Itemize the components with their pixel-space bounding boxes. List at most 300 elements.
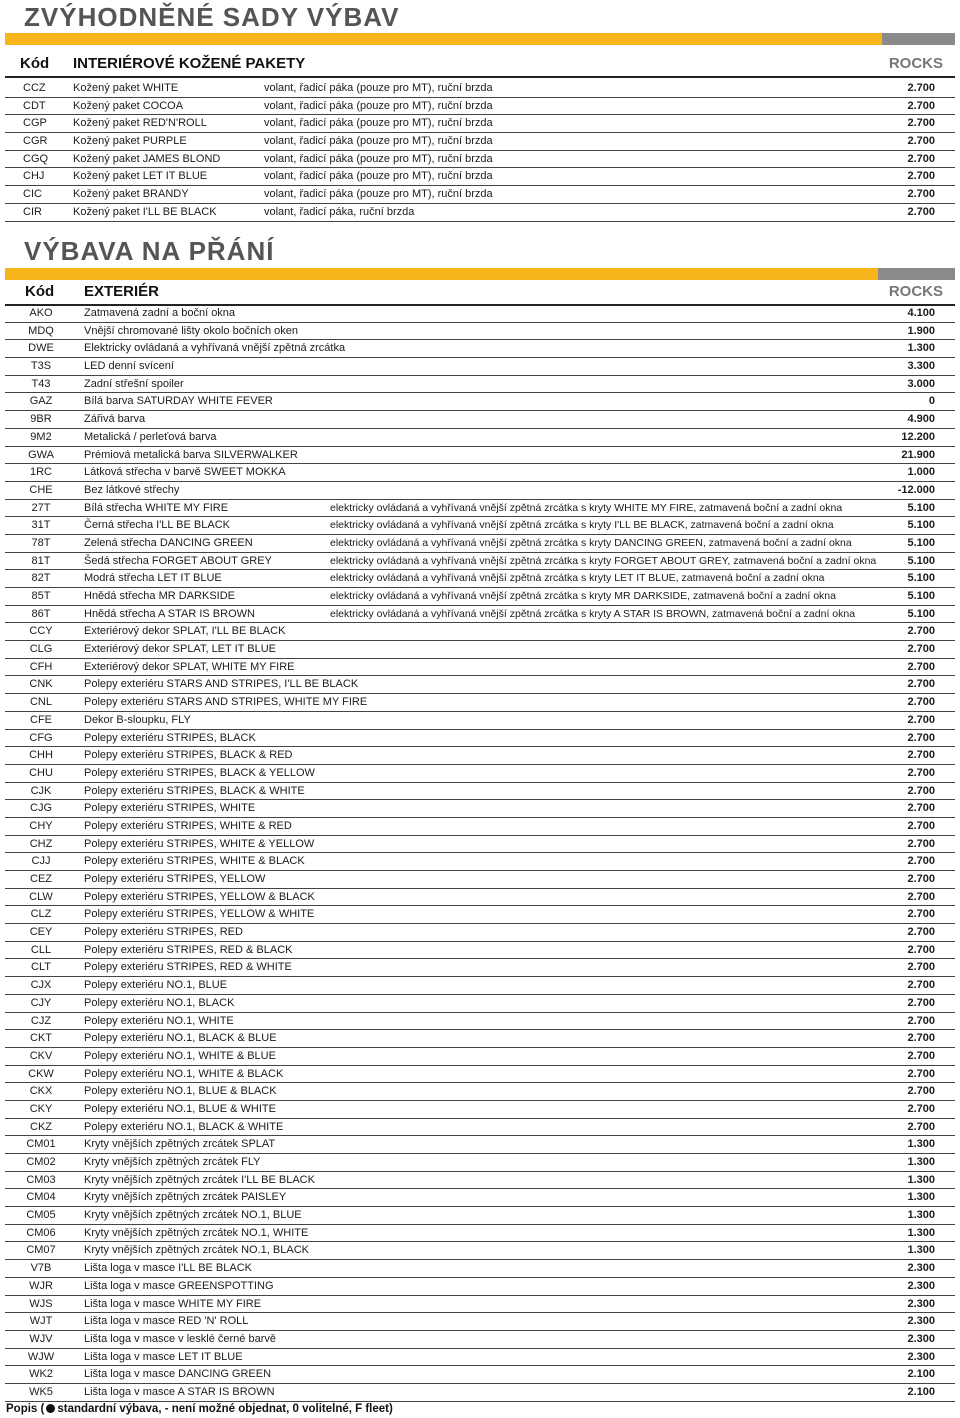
row-code: 78T: [31, 536, 51, 549]
row-desc: volant, řadicí páka (pouze pro MT), ruční brzda: [264, 117, 493, 130]
row-name: Lišta loga v masce DANCING GREEN: [84, 1368, 272, 1381]
row-name: Kožený paket COCOA: [73, 99, 184, 112]
col-name-header: INTERIÉROVÉ KOŽENÉ PAKETY: [73, 55, 306, 72]
table-row: [5, 1030, 955, 1048]
col-value-header: ROCKS: [888, 55, 943, 72]
table-row: [5, 1136, 955, 1154]
row-value: 2.700: [907, 1032, 935, 1045]
row-desc: elektricky ovládaná a vyhřívaná vnější zpětná zrcátka s kryty DANCING GREEN, zatmavená boční a zadní okna: [330, 536, 852, 549]
row-value: 2.700: [907, 660, 935, 673]
row-value: 2.100: [907, 1368, 935, 1381]
row-code: MDQ: [28, 324, 54, 337]
row-value: 2.700: [907, 678, 935, 691]
table-row: [5, 623, 955, 641]
row-code: 27T: [31, 501, 51, 514]
section2-title: VÝBAVA NA PŘÁNÍ: [24, 236, 275, 266]
row-name: Polepy exteriéru STRIPES, YELLOW: [84, 873, 266, 885]
row-value: 3.300: [907, 360, 935, 373]
row-value: 2.700: [907, 908, 935, 921]
table-row: [5, 1013, 955, 1031]
table-row: [5, 765, 955, 783]
table-row: [5, 1154, 955, 1172]
table-row: [5, 358, 955, 376]
row-name: Hnědá střecha MR DARKSIDE: [84, 590, 235, 602]
row-code: CEY: [29, 926, 53, 939]
table-row: [5, 411, 955, 429]
row-value: 1.300: [907, 1156, 935, 1168]
row-code: CLZ: [30, 908, 52, 921]
row-desc: elektricky ovládaná a vyhřívaná vnější zpětná zrcátka s kryty MR DARKSIDE, zatmavená boční a zadní okna: [330, 590, 836, 602]
row-code: CGP: [23, 117, 47, 130]
row-desc: volant, řadicí páka (pouze pro MT), ruční brzda: [264, 135, 493, 148]
table-row: [5, 853, 955, 871]
row-name: Bílá barva SATURDAY WHITE FEVER: [84, 395, 273, 408]
row-name: Kožený paket PURPLE: [73, 135, 187, 148]
row-name: Bílá střecha WHITE MY FIRE: [84, 501, 229, 514]
section1-table-body: [5, 80, 955, 222]
row-desc: elektricky ovládaná a vyhřívaná vnější zpětná zrcátka s kryty I'LL BE BLACK, zatmavená boční a zadní okna: [330, 519, 834, 532]
row-code: CKZ: [30, 1120, 52, 1133]
row-name: Polepy exteriéru NO.1, BLUE & WHITE: [84, 1102, 276, 1115]
row-name: Zelená střecha DANCING GREEN: [84, 536, 253, 549]
row-desc: elektricky ovládaná a vyhřívaná vnější zpětná zrcátka s kryty FORGET ABOUT GREY, zatmavená boční a zadní okna: [330, 554, 877, 567]
col-value-header: ROCKS: [888, 283, 943, 300]
row-name: Zadní střešní spoiler: [84, 377, 184, 390]
table-row: [5, 1207, 955, 1225]
table-row: [5, 588, 955, 606]
table-row: [5, 1349, 955, 1367]
row-code: WK2: [29, 1368, 53, 1381]
row-name: Polepy exteriéru STRIPES, WHITE & BLACK: [84, 855, 305, 868]
table-row: [5, 1101, 955, 1119]
table-row: [5, 959, 955, 977]
row-name: Polepy exteriéru STRIPES, YELLOW & WHITE: [84, 908, 315, 921]
table-row: [5, 659, 955, 677]
row-value: 21.900: [901, 448, 935, 461]
table-row: [5, 570, 955, 588]
row-code: CIR: [23, 205, 42, 218]
section2-table-body: [5, 305, 955, 1402]
row-code: CFG: [29, 731, 53, 744]
row-value: 2.700: [907, 1102, 935, 1115]
row-name: Černá střecha I'LL BE BLACK: [84, 519, 230, 532]
row-code: T3S: [30, 360, 52, 373]
col-code-header: Kód: [25, 283, 55, 300]
row-value: 2.700: [907, 152, 935, 165]
row-desc: volant, řadicí páka (pouze pro MT), ruční brzda: [264, 99, 493, 112]
row-code: WJV: [29, 1332, 53, 1345]
row-desc: elektricky ovládaná a vyhřívaná vnější zpětná zrcátka s kryty A STAR IS BROWN, zatmavená boční a zadní okna: [330, 607, 856, 620]
row-name: Kryty vnějších zpětných zrcátek NO.1, BLUE: [84, 1209, 302, 1222]
row-name: Látková střecha v barvě SWEET MOKKA: [84, 466, 286, 479]
row-value: 2.700: [907, 979, 935, 992]
table-row: [5, 186, 955, 204]
row-name: Polepy exteriéru STRIPES, RED & BLACK: [84, 943, 293, 956]
table-row: [5, 464, 955, 482]
row-name: Polepy exteriéru NO.1, WHITE & BLACK: [84, 1067, 284, 1080]
row-value: 2.700: [907, 1014, 935, 1027]
table-row: [5, 942, 955, 960]
row-value: 2.700: [907, 117, 935, 130]
row-name: Polepy exteriéru STARS AND STRIPES, I'LL BE BLACK: [84, 678, 359, 691]
table-row: [5, 323, 955, 341]
row-name: Polepy exteriéru NO.1, BLACK & BLUE: [84, 1032, 277, 1045]
row-code: CLW: [29, 890, 53, 903]
row-value: 2.300: [907, 1262, 935, 1275]
table-row: [5, 1119, 955, 1137]
table-row: [5, 393, 955, 411]
row-desc: volant, řadicí páka (pouze pro MT), ruční brzda: [264, 82, 493, 94]
row-value: 2.700: [907, 819, 935, 832]
table-row: [5, 376, 955, 394]
row-name: Polepy exteriéru STARS AND STRIPES, WHITE MY FIRE: [84, 696, 368, 709]
row-code: CJG: [30, 802, 52, 815]
row-name: Dekor B-sloupku, FLY: [84, 713, 191, 726]
row-value: 2.300: [907, 1297, 935, 1310]
row-value: 2.700: [907, 890, 935, 903]
row-name: Kryty vnějších zpětných zrcátek NO.1, WHITE: [84, 1226, 309, 1239]
row-desc: elektricky ovládaná a vyhřívaná vnější zpětná zrcátka s kryty LET IT BLUE, zatmavená boční a zadní okna: [330, 572, 825, 585]
row-name: Bez látkové střechy: [84, 483, 180, 496]
row-value: 2.700: [907, 205, 935, 218]
row-code: CHZ: [29, 837, 53, 850]
row-desc: volant, řadicí páka (pouze pro MT), ruční brzda: [264, 170, 493, 183]
row-value: 2.700: [907, 996, 935, 1009]
table-row: [5, 340, 955, 358]
row-code: DWE: [28, 342, 54, 355]
row-name: Polepy exteriéru STRIPES, BLACK: [84, 731, 256, 744]
row-code: CIC: [23, 188, 42, 201]
table-row: [5, 1225, 955, 1243]
table-row: [5, 553, 955, 571]
table-row: [5, 204, 955, 222]
row-code: CHU: [29, 766, 53, 779]
table-row: [5, 429, 955, 447]
row-value: 2.700: [907, 731, 935, 744]
row-code: CGR: [23, 135, 48, 148]
row-value: 12.200: [901, 430, 935, 443]
table-row: [5, 500, 955, 518]
row-value: 2.700: [907, 82, 935, 94]
row-name: Polepy exteriéru STRIPES, BLACK & RED: [84, 749, 293, 762]
row-value: 2.700: [907, 855, 935, 868]
table-row: [5, 730, 955, 748]
row-value: 5.100: [907, 572, 935, 585]
table-row: [5, 783, 955, 801]
row-desc: volant, řadicí páka (pouze pro MT), ruční brzda: [264, 152, 493, 165]
row-code: V7B: [30, 1262, 52, 1275]
row-name: Lišta loga v masce v lesklé černé barvě: [84, 1332, 276, 1345]
row-value: 1.300: [907, 1226, 935, 1239]
table-row: [5, 1278, 955, 1296]
row-value: 2.300: [907, 1332, 935, 1345]
row-name: Polepy exteriéru STRIPES, YELLOW & BLACK: [84, 890, 315, 903]
row-name: Kryty vnějších zpětných zrcátek PAISLEY: [84, 1191, 287, 1204]
row-name: Lišta loga v masce RED 'N' ROLL: [84, 1315, 249, 1328]
table-row: [5, 800, 955, 818]
row-name: Kryty vnějších zpětných zrcátek NO.1, BLACK: [84, 1244, 309, 1257]
row-value: 2.700: [907, 643, 935, 656]
row-code: 86T: [31, 607, 51, 620]
row-name: Polepy exteriéru NO.1, BLACK: [84, 996, 235, 1009]
row-code: WJT: [29, 1315, 53, 1328]
row-code: CLL: [30, 943, 52, 956]
row-value: 2.700: [907, 749, 935, 762]
row-code: CKV: [29, 1049, 53, 1062]
row-value: 1.300: [907, 1209, 935, 1222]
section2-accent-bar: [5, 268, 955, 280]
table-row: [5, 641, 955, 659]
row-name: Kožený paket I'LL BE BLACK: [73, 205, 217, 218]
row-code: CKX: [29, 1085, 53, 1098]
row-value: 2.700: [907, 188, 935, 201]
row-value: 5.100: [907, 554, 935, 567]
row-value: 2.300: [907, 1350, 935, 1363]
table-row: [5, 80, 955, 98]
row-name: Prémiová metalická barva SILVERWALKER: [84, 448, 298, 461]
row-code: WJW: [27, 1350, 55, 1363]
section1-title: ZVÝHODNĚNÉ SADY VÝBAV: [24, 2, 400, 32]
row-code: CNK: [29, 678, 53, 691]
row-code: 9M2: [30, 430, 52, 443]
table-row: [5, 447, 955, 465]
row-name: Polepy exteriéru NO.1, WHITE & BLUE: [84, 1049, 276, 1062]
row-code: CKW: [28, 1067, 54, 1080]
row-value: 2.700: [907, 170, 935, 183]
table-row: [5, 98, 955, 116]
row-code: CEZ: [30, 873, 52, 885]
row-code: CCZ: [23, 82, 46, 94]
table-row: [5, 115, 955, 133]
row-code: 82T: [31, 572, 51, 585]
row-value: 2.700: [907, 873, 935, 885]
row-name: Exteriérový dekor SPLAT, LET IT BLUE: [84, 643, 276, 656]
row-code: CFH: [29, 660, 53, 673]
row-code: CCY: [29, 625, 53, 638]
table-row: [5, 133, 955, 151]
row-value: 5.100: [907, 519, 935, 532]
row-value: 1.300: [907, 1173, 935, 1186]
row-code: CHH: [29, 749, 53, 762]
table-row: [5, 694, 955, 712]
row-code: CGQ: [23, 152, 49, 165]
row-value: 5.100: [907, 607, 935, 620]
table-row: [5, 1048, 955, 1066]
table-row: [5, 151, 955, 169]
row-name: Kožený paket JAMES BLOND: [73, 152, 221, 165]
table-row: [5, 305, 955, 323]
row-code: GAZ: [29, 395, 53, 408]
legend-text: standardní výbava, - není možné objednat, 0 volitelné, F fleet): [57, 1403, 393, 1415]
table-row: [5, 1066, 955, 1084]
row-value: 1.300: [907, 1138, 935, 1151]
table-row: [5, 1189, 955, 1207]
row-value: 5.100: [907, 501, 935, 514]
table-row: [5, 1384, 955, 1402]
table-row: [5, 1313, 955, 1331]
section1-accent-bar: [5, 33, 955, 45]
row-name: Exteriérový dekor SPLAT, I'LL BE BLACK: [84, 625, 286, 638]
row-value: 2.700: [907, 135, 935, 148]
row-name: Polepy exteriéru STRIPES, WHITE & RED: [84, 819, 292, 832]
row-name: Hnědá střecha A STAR IS BROWN: [84, 607, 255, 620]
row-code: CKT: [30, 1032, 52, 1045]
row-desc: elektricky ovládaná a vyhřívaná vnější zpětná zrcátka s kryty WHITE MY FIRE, zatmavená boční a zadní okna: [330, 501, 843, 514]
table-row: [5, 712, 955, 730]
table-row: [5, 889, 955, 907]
row-value: 3.000: [907, 377, 935, 390]
table-row: [5, 747, 955, 765]
row-code: 85T: [31, 590, 51, 602]
row-code: WJS: [29, 1297, 53, 1310]
row-value: 4.100: [907, 307, 935, 319]
row-value: 2.700: [907, 961, 935, 974]
row-value: 2.700: [907, 713, 935, 726]
row-value: 4.900: [907, 413, 935, 426]
row-value: 2.300: [907, 1315, 935, 1328]
row-value: 2.700: [907, 802, 935, 815]
row-value: 1.900: [907, 324, 935, 337]
row-value: 2.700: [907, 766, 935, 779]
row-code: CM06: [26, 1226, 56, 1239]
row-code: 31T: [31, 519, 51, 532]
row-code: 1RC: [29, 466, 52, 479]
row-desc: volant, řadicí páka, ruční brzda: [264, 205, 415, 218]
row-name: Vnější chromované lišty okolo bočních oken: [84, 324, 299, 337]
row-code: CLG: [29, 643, 53, 656]
row-code: CLT: [31, 961, 51, 974]
row-value: 2.700: [907, 1049, 935, 1062]
row-name: Kožený paket BRANDY: [73, 188, 189, 201]
row-value: 5.100: [907, 536, 935, 549]
row-value: 1.300: [907, 342, 935, 355]
table-row: [5, 1296, 955, 1314]
row-code: CFE: [30, 713, 52, 726]
table-row: [5, 836, 955, 854]
row-code: WK5: [29, 1385, 53, 1398]
table-row: [5, 1366, 955, 1384]
row-name: Kožený paket WHITE: [73, 82, 179, 94]
row-value: 2.700: [907, 926, 935, 939]
row-name: Polepy exteriéru STRIPES, WHITE: [84, 802, 256, 815]
row-value: -12.000: [897, 483, 935, 496]
row-code: CM03: [26, 1173, 56, 1186]
table-row: [5, 482, 955, 500]
row-name: Polepy exteriéru NO.1, WHITE: [84, 1014, 234, 1027]
table-row: [5, 535, 955, 553]
row-code: CHJ: [23, 170, 45, 183]
table-row: [5, 1083, 955, 1101]
table-row: [5, 1172, 955, 1190]
row-code: CJZ: [30, 1014, 52, 1027]
row-value: 2.700: [907, 837, 935, 850]
table-row: [5, 676, 955, 694]
row-name: Polepy exteriéru NO.1, BLUE: [84, 979, 228, 992]
row-name: Šedá střecha FORGET ABOUT GREY: [84, 554, 272, 567]
row-code: CM01: [26, 1138, 56, 1151]
row-value: 2.700: [907, 625, 935, 638]
col-code-header: Kód: [20, 55, 50, 72]
row-value: 2.700: [907, 1120, 935, 1133]
row-code: CDT: [23, 99, 46, 112]
row-value: 2.700: [907, 99, 935, 112]
row-value: 2.700: [907, 1085, 935, 1098]
row-name: Zářivá barva: [84, 413, 146, 426]
row-name: Polepy exteriéru NO.1, BLACK & WHITE: [84, 1120, 284, 1133]
row-name: Lišta loga v masce LET IT BLUE: [84, 1350, 243, 1363]
row-name: Metalická / perleťová barva: [84, 430, 217, 443]
filled-dot-icon: [46, 1404, 55, 1413]
row-value: 2.100: [907, 1385, 935, 1398]
row-code: CJX: [30, 979, 52, 992]
table-row: [5, 606, 955, 624]
row-code: AKO: [29, 307, 53, 319]
row-name: Polepy exteriéru STRIPES, BLACK & YELLOW: [84, 766, 315, 779]
row-desc: volant, řadicí páka (pouze pro MT), ruční brzda: [264, 188, 493, 201]
row-value: 1.000: [907, 466, 935, 479]
row-code: CM02: [26, 1156, 56, 1168]
row-name: Kryty vnějších zpětných zrcátek I'LL BE BLACK: [84, 1173, 315, 1186]
row-name: Lišta loga v masce I'LL BE BLACK: [84, 1262, 252, 1275]
table-row: [5, 977, 955, 995]
row-name: Polepy exteriéru STRIPES, RED: [84, 926, 243, 939]
row-name: Exteriérový dekor SPLAT, WHITE MY FIRE: [84, 660, 295, 673]
row-code: CJY: [30, 996, 52, 1009]
row-value: 2.700: [907, 696, 935, 709]
row-code: 9BR: [30, 413, 52, 426]
row-name: LED denní svícení: [84, 360, 174, 373]
row-name: Modrá střecha LET IT BLUE: [84, 572, 222, 585]
row-code: CM05: [26, 1209, 56, 1222]
row-name: Polepy exteriéru STRIPES, WHITE & YELLOW: [84, 837, 315, 850]
row-value: 1.300: [907, 1191, 935, 1204]
row-name: Kryty vnějších zpětných zrcátek SPLAT: [84, 1138, 276, 1151]
row-name: Kožený paket LET IT BLUE: [73, 170, 208, 183]
col-name-header: EXTERIÉR: [84, 283, 160, 300]
row-code: 81T: [31, 554, 51, 567]
row-name: Polepy exteriéru STRIPES, RED & WHITE: [84, 961, 292, 974]
row-name: Polepy exteriéru STRIPES, BLACK & WHITE: [84, 784, 305, 797]
row-name: Lišta loga v masce WHITE MY FIRE: [84, 1297, 262, 1310]
table-row: [5, 906, 955, 924]
row-code: CM07: [26, 1244, 56, 1257]
table-row: [5, 1242, 955, 1260]
row-name: Kožený paket RED'N'ROLL: [73, 117, 207, 130]
row-name: Polepy exteriéru NO.1, BLUE & BLACK: [84, 1085, 277, 1098]
row-code: GWA: [28, 448, 54, 461]
table-row: [5, 924, 955, 942]
table-row: [5, 517, 955, 535]
table-row: [5, 1331, 955, 1349]
row-value: 2.700: [907, 1067, 935, 1080]
row-code: CM04: [26, 1191, 56, 1204]
row-code: WJR: [29, 1279, 53, 1292]
row-code: CHE: [29, 483, 53, 496]
row-value: 1.300: [907, 1244, 935, 1257]
section1-table-header: [5, 52, 955, 78]
row-name: Kryty vnějších zpětných zrcátek FLY: [84, 1156, 261, 1168]
section2-table-header: [5, 280, 955, 306]
row-name: Lišta loga v masce A STAR IS BROWN: [84, 1385, 275, 1398]
table-row: [5, 168, 955, 186]
legend-prefix: Popis (: [6, 1403, 45, 1415]
row-name: Zatmavená zadní a boční okna: [84, 307, 236, 319]
row-value: 5.100: [907, 590, 935, 602]
row-name: Elektricky ovládaná a vyhřívaná vnější zpětná zrcátka: [84, 342, 346, 355]
row-code: CNL: [29, 696, 52, 709]
row-value: 0: [928, 395, 935, 408]
table-row: [5, 818, 955, 836]
